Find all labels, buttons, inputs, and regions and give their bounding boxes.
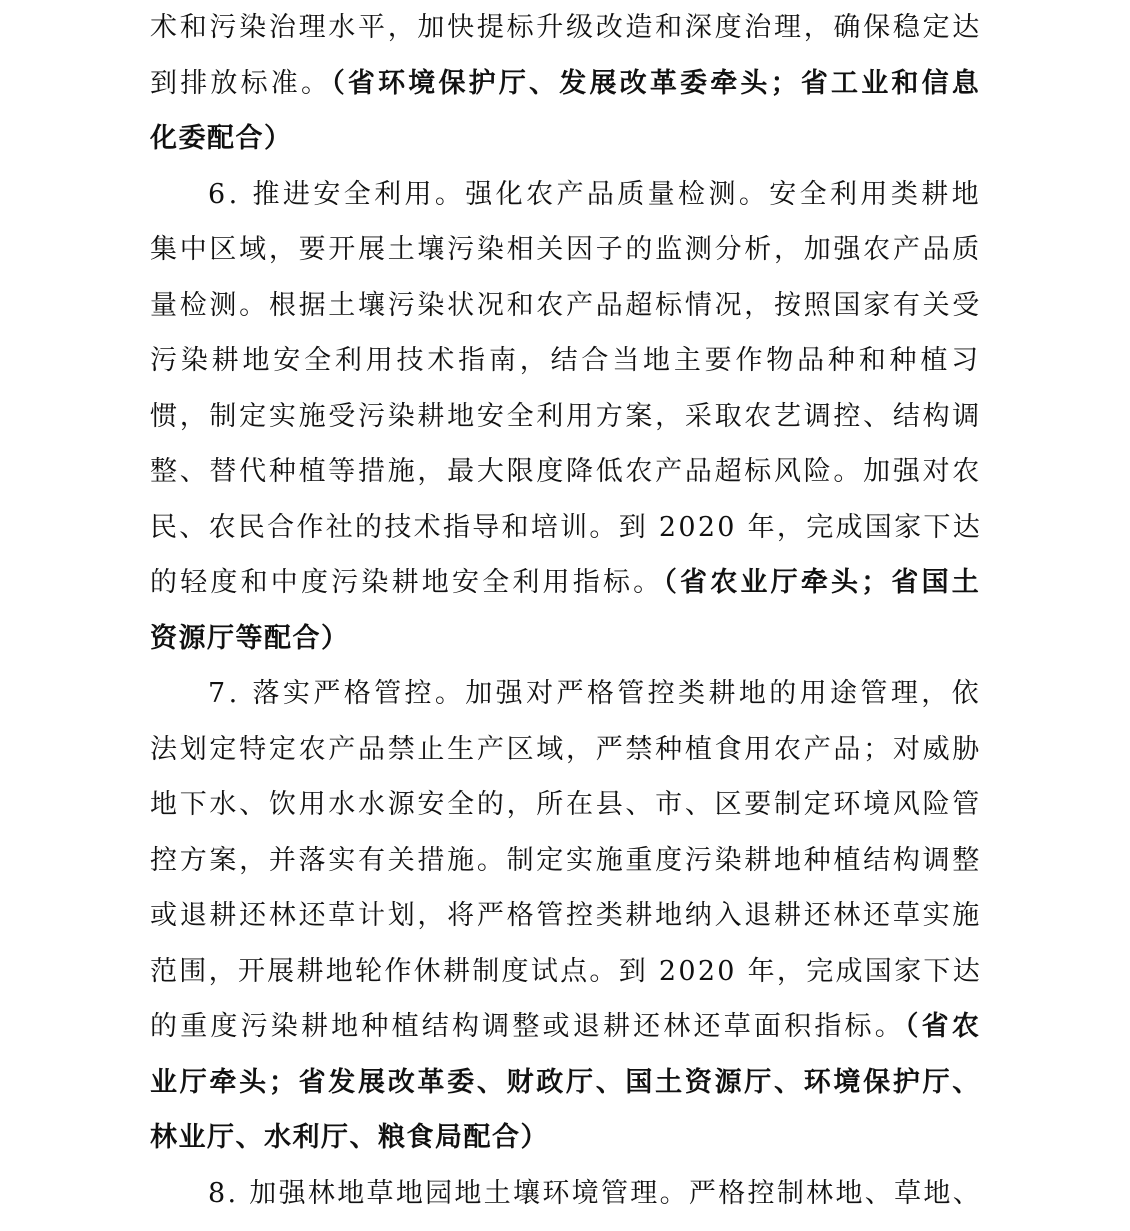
bold-text-segment: （省环境保护厅、发展改革委牵头；省工业和信息 xyxy=(331,67,983,99)
text-segment: 法划定特定农产品禁止生产区域，严禁种植食用农产品；对威胁 xyxy=(150,733,982,765)
text-line xyxy=(150,555,982,611)
text-line xyxy=(150,167,1040,223)
text-segment: 民、农民合作社的技术指导和培训。到 2020 年，完成国家下达 xyxy=(150,511,982,543)
text-segment: 术和污染治理水平，加快提标升级改造和深度治理，确保稳定达 xyxy=(150,12,982,43)
text-segment: 的重度污染耕地种植结构调整或退耕还林还草面积指标。 xyxy=(150,1011,905,1042)
bold-text-segment: 林业厅、水利厅、粮食局配合） xyxy=(150,1122,549,1153)
bold-text-segment: （省农 xyxy=(904,1011,983,1042)
text-line xyxy=(150,278,982,334)
text-segment: 污染耕地安全利用技术指南，结合当地主要作物品种和种植习 xyxy=(150,345,982,376)
bold-text-segment: 化委配合） xyxy=(150,123,293,154)
text-segment: 或退耕还林还草计划，将严格管控类耕地纳入退耕还林还草实施 xyxy=(150,900,982,931)
bold-text-segment: 业厅牵头；省发展改革委、财政厅、国土资源厅、环境保护厅、 xyxy=(150,1066,982,1098)
text-line xyxy=(150,833,982,889)
text-segment: 7. 落实严格管控。加强对严格管控类耕地的用途管理，依 xyxy=(208,678,982,709)
text-line xyxy=(150,999,982,1055)
text-segment: 集中区域，要开展土壤污染相关因子的监测分析，加强农产品质 xyxy=(150,234,982,265)
text-line xyxy=(150,1166,1040,1222)
text-line xyxy=(150,888,982,944)
text-segment: 量检测。根据土壤污染状况和农产品超标情况，按照国家有关受 xyxy=(150,289,982,321)
text-line xyxy=(150,500,982,556)
text-line xyxy=(150,666,1040,722)
text-line xyxy=(150,222,982,278)
text-line xyxy=(150,0,982,56)
text-line xyxy=(150,1055,982,1111)
text-segment: 8. 加强林地草地园地土壤环境管理。严格控制林地、草地、 xyxy=(208,1177,982,1209)
text-segment: 惯，制定实施受污染耕地安全利用方案，采取农艺调控、结构调 xyxy=(150,400,982,432)
text-line xyxy=(150,444,982,500)
text-line xyxy=(150,333,982,389)
text-line xyxy=(150,944,982,1000)
text-segment: 的轻度和中度污染耕地安全利用指标。 xyxy=(150,567,664,598)
text-segment: 到排放标准。 xyxy=(150,67,332,99)
text-segment: 范围，开展耕地轮作休耕制度试点。到 2020 年，完成国家下达 xyxy=(150,955,982,987)
text-line xyxy=(150,611,982,667)
text-line xyxy=(150,111,982,167)
text-line xyxy=(150,389,982,445)
text-segment: 控方案，并落实有关措施。制定实施重度污染耕地种植结构调整 xyxy=(150,844,982,876)
text-line xyxy=(150,56,982,112)
text-line xyxy=(150,777,982,833)
text-segment: 6. 推进安全利用。强化农产品质量检测。安全利用类耕地 xyxy=(208,178,982,210)
text-line xyxy=(150,722,982,778)
text-line xyxy=(150,1110,982,1166)
bold-text-segment: （省农业厅牵头；省国土 xyxy=(663,567,983,598)
text-segment: 整、替代种植等措施，最大限度降低农产品超标风险。加强对农 xyxy=(150,456,982,487)
bold-text-segment: 资源厅等配合） xyxy=(150,622,350,654)
text-segment: 地下水、饮用水水源安全的，所在县、市、区要制定环境风险管 xyxy=(150,789,982,820)
